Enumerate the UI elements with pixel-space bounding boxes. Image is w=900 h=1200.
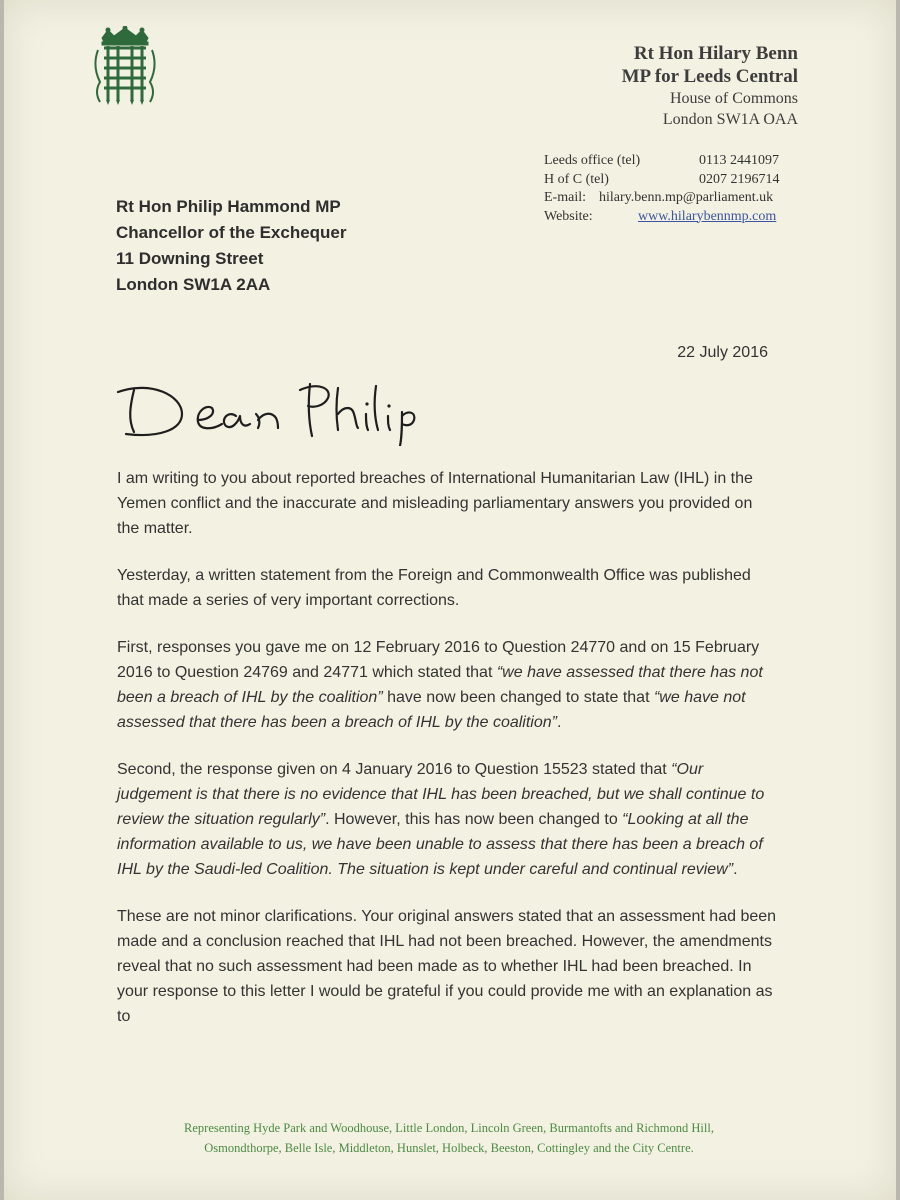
paragraph-text: First, responses you gave me on 12 February 2016 to Question 24770 and on 15 February 2016 to Question 24769 and 24771 which stated that	[117, 639, 760, 681]
contact-label: E-mail:	[544, 190, 586, 205]
recipient-line: 11 Downing Street	[116, 249, 264, 268]
footer-line: Representing Hyde Park and Woodhouse, Little London, Lincoln Green, Burmantofts and Richmond Hill,	[184, 1121, 714, 1135]
quoted-text: “Looking at all the information available to us, we have been unable to assess that there has been a breach of IHL by the Saudi-led Coalition. The situation is kept under careful and continual review”	[117, 811, 763, 878]
letter-body	[117, 466, 777, 1051]
handwritten-salutation	[112, 376, 432, 446]
recipient-line: Rt Hon Philip Hammond MP	[116, 197, 341, 216]
sender-title: MP for Leeds Central	[621, 66, 798, 87]
paragraph-text: have now been changed to state that	[382, 689, 654, 706]
paragraph-text: . However, this has now been changed to	[325, 811, 623, 828]
paragraph-text: Second, the response given on 4 January 2016 to Question 15523 stated that	[117, 761, 672, 778]
portcullis-icon	[92, 26, 158, 106]
contact-row	[544, 189, 780, 208]
recipient-line: London SW1A 2AA	[116, 275, 271, 294]
constituency-footer	[104, 1118, 794, 1158]
sender-address-line: London SW1A OAA	[662, 111, 798, 128]
contact-label: Leeds office (tel)	[544, 153, 641, 168]
contact-label: H of C (tel)	[544, 171, 609, 187]
body-paragraph	[117, 635, 777, 735]
footer-line: Osmondthorpe, Belle Isle, Middleton, Hunslet, Holbeck, Beeston, Cottingley and the City Centre.	[204, 1141, 694, 1155]
sender-name: Rt Hon Hilary Benn	[633, 43, 798, 64]
contact-row	[544, 152, 780, 171]
paragraph-text: .	[556, 714, 562, 731]
recipient-line: Chancellor of the Exchequer	[116, 223, 347, 242]
website-link[interactable]: www.hilarybennmp.com	[638, 208, 777, 224]
body-paragraph: Yesterday, a written statement from the Foreign and Commonwealth Office was published that made a series of very important corrections.	[117, 567, 751, 609]
contact-label: Website:	[544, 208, 593, 224]
body-paragraph: I am writing to you about reported breaches of International Humanitarian Law (IHL) in the Yemen conflict and the inaccurate and misleading parliamentary answers you provided on the matter.	[117, 470, 753, 537]
contact-details	[544, 152, 780, 226]
body-paragraph	[117, 757, 777, 882]
sender-address-line: House of Commons	[670, 90, 798, 107]
body-paragraph: These are not minor clarifications. Your original answers stated that an assessment had been made and a conclusion reached that IHL had not been breached. However, the amendments reveal that no such assessment had been made as to whether IHL had been breached. In your response to this letter I would be grateful if you could provide me with an explanation as to	[117, 908, 777, 1025]
quoted-text: “we have assessed that there has not been a breach of IHL by the coalition”	[117, 664, 763, 706]
contact-row	[544, 171, 780, 190]
letter-date: 22 July 2016	[677, 344, 768, 361]
letter-page	[4, 0, 896, 1200]
sender-block	[622, 42, 798, 130]
quoted-text: “Our judgement is that there is no evidence that IHL has been breached, but we shall continue to review the situation regularly”	[117, 761, 765, 828]
contact-value: 0207 2196714	[699, 171, 780, 187]
paragraph-text: .	[733, 861, 738, 878]
email-address: hilary.benn.mp@parliament.uk	[599, 190, 774, 205]
contact-value: 0113 2441097	[699, 153, 779, 168]
contact-row	[544, 208, 780, 227]
recipient-address	[116, 194, 347, 298]
quoted-text: “we have not assessed that there has been a breach of IHL by the coalition”	[117, 689, 746, 731]
